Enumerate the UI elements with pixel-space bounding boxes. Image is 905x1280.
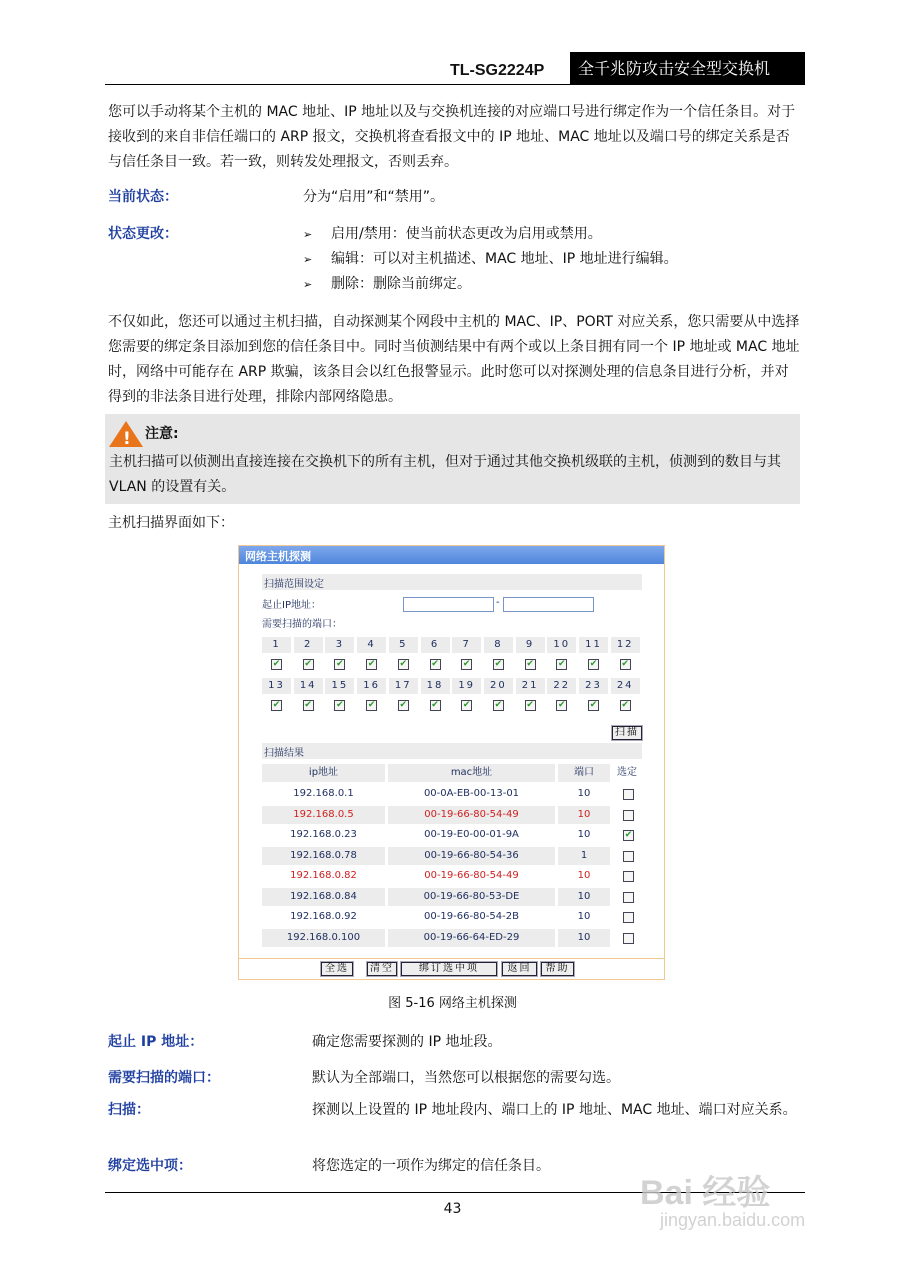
host-scan-panel — [238, 545, 665, 980]
port-number-label: 15 — [325, 678, 354, 694]
port-checkbox[interactable]: ✔ — [526, 659, 534, 669]
port-number-label: 8 — [484, 637, 513, 653]
mac-cell: 00-19-66-80-54-49 — [424, 870, 519, 881]
port-checkbox[interactable]: ✔ — [399, 659, 408, 669]
button-divider — [239, 958, 664, 959]
back-button[interactable]: 返回 — [502, 962, 537, 976]
port-number-label: 17 — [389, 678, 418, 694]
port-checkbox[interactable]: ✔ — [462, 659, 471, 669]
current-status-label: 当前状态： — [108, 189, 178, 205]
port-checkbox[interactable]: ✔ — [367, 700, 376, 710]
port-checkbox[interactable]: ✔ — [589, 700, 598, 710]
port-cell: 10 — [577, 870, 591, 881]
table-row — [262, 785, 642, 803]
definition-label: 扫描： — [108, 1102, 150, 1118]
ip-range-dash: - — [496, 597, 500, 608]
scan-button[interactable]: 扫描 — [612, 726, 642, 740]
status-change-label: 状态更改： — [108, 226, 178, 242]
current-status-text: 分为“启用”和“禁用”。 — [303, 189, 445, 205]
port-checkbox[interactable]: ✔ — [336, 700, 344, 710]
table-row — [262, 929, 642, 947]
port-cell: 10 — [558, 929, 610, 947]
port-number-label: 1 — [262, 637, 291, 653]
port-cell: 10 — [577, 788, 591, 799]
port-checkbox[interactable]: ✔ — [558, 700, 566, 710]
port-checkbox[interactable]: ✔ — [304, 659, 312, 669]
table-row — [262, 908, 642, 926]
port-number-label: 6 — [421, 637, 450, 653]
header-model: TL-SG2224P — [450, 62, 545, 79]
port-checkbox[interactable]: ✔ — [462, 700, 471, 710]
port-checkbox[interactable]: ✔ — [431, 700, 439, 710]
col-select: 选定 — [617, 767, 637, 778]
scan-paragraph: 不仅如此，您还可以通过主机扫描，自动探测某个网段中主机的 MAC、IP、PORT 对应关系，您只需要从中选择您需要的绑定条目添加到您的信任条目中。同时当侦测结果中有两个或以上条目拥有同一个 IP 地址或 MAC 地址时，网络中可能存在 ARP 欺骗，该条目会以红色报警显示。此时您可以对探测处理的信息条目进行分析，并对得到的非法条目进行处理，排除内部网络隐患。 — [108, 314, 800, 405]
port-number-label: 12 — [611, 637, 640, 653]
note-box — [105, 414, 800, 504]
select-all-button[interactable]: 全选 — [321, 962, 353, 976]
port-checkbox[interactable]: ✔ — [304, 700, 312, 710]
intro-paragraph: 您可以手动将某个主机的 MAC 地址、IP 地址以及与交换机连接的对应端口号进行绑定作为一个信任条目。对于接收到的来自非信任端口的 ARP 报文，交换机将查看报文中的 IP 地址、MAC 地址以及端口号的绑定关系是否与信任条目一致。若一致，则转发处理报文，否则丢弃。 — [108, 104, 796, 170]
port-cell: 1 — [558, 847, 610, 865]
port-checkbox[interactable]: ✔ — [399, 700, 408, 710]
port-number-label: 23 — [579, 678, 608, 694]
table-row — [262, 867, 642, 885]
ip-cell: 192.168.0.23 — [290, 829, 357, 840]
port-checkbox[interactable]: ✔ — [589, 659, 598, 669]
watermark-logo: Bai 经验 — [640, 1174, 771, 1212]
mac-cell: 00-19-E0-00-01-9A — [424, 829, 519, 840]
port-number-label: 19 — [452, 678, 481, 694]
mac-cell: 00-19-66-80-53-DE — [388, 888, 555, 906]
port-number-label: 20 — [484, 678, 513, 694]
col-port: 端口 — [558, 764, 610, 782]
port-number-label: 22 — [547, 678, 576, 694]
port-number-label: 3 — [325, 637, 354, 653]
row-select-checkbox[interactable] — [623, 892, 634, 903]
bind-selected-button[interactable]: 绑订选中项 — [401, 962, 497, 976]
port-cell: 10 — [558, 888, 610, 906]
col-mac: mac地址 — [388, 764, 555, 782]
port-checkbox[interactable]: ✔ — [494, 659, 503, 669]
port-checkbox[interactable]: ✔ — [494, 700, 503, 710]
port-checkbox[interactable]: ✔ — [431, 659, 439, 669]
port-checkbox[interactable]: ✔ — [272, 700, 281, 710]
row-select-checkbox[interactable] — [623, 912, 634, 923]
port-checkbox[interactable]: ✔ — [272, 659, 281, 669]
port-number-label: 7 — [452, 637, 481, 653]
table-row — [262, 888, 642, 906]
table-row — [262, 847, 642, 865]
port-cell: 10 — [577, 911, 591, 922]
port-number-label: 14 — [294, 678, 323, 694]
warning-icon: ! — [109, 421, 143, 447]
status-change-list — [303, 222, 678, 297]
list-item: ➢ 编辑：可以对主机描述、MAC 地址、IP 地址进行编辑。 — [303, 247, 678, 272]
table-header — [262, 764, 642, 782]
note-title: 注意: — [145, 426, 179, 442]
end-ip-input[interactable] — [503, 597, 594, 612]
port-number-label: 21 — [516, 678, 545, 694]
port-number-label: 5 — [389, 637, 418, 653]
figure-caption: 图 5-16 网络主机探测 — [388, 996, 517, 1011]
port-number-label: 9 — [516, 637, 545, 653]
results-heading: 扫描结果 — [262, 743, 642, 759]
mac-cell: 00-19-66-80-54-2B — [424, 911, 519, 922]
port-cell: 10 — [577, 829, 591, 840]
row-select-checkbox[interactable]: ✔ — [624, 830, 633, 840]
mac-cell: 00-19-66-64-ED-29 — [388, 929, 555, 947]
definition-text: 将您选定的一项作为绑定的信任条目。 — [312, 1158, 550, 1174]
port-number-label: 16 — [357, 678, 386, 694]
port-number-label: 18 — [421, 678, 450, 694]
row-select-checkbox[interactable] — [623, 933, 634, 944]
table-row — [262, 826, 642, 844]
port-checkbox[interactable]: ✔ — [621, 700, 629, 710]
ports-label: 需要扫描的端口： — [262, 619, 342, 630]
port-number-label: 11 — [579, 637, 608, 653]
scan-range-heading: 扫描范围设定 — [262, 574, 642, 590]
port-number-label: 10 — [547, 637, 576, 653]
definition-text: 探测以上设置的 IP 地址段内、端口上的 IP 地址、MAC 地址、端口对应关系。 — [312, 1102, 797, 1118]
clear-button[interactable]: 清空 — [367, 962, 397, 976]
port-number-label: 13 — [262, 678, 291, 694]
definition-label: 需要扫描的端口： — [108, 1070, 220, 1086]
port-cell: 10 — [558, 806, 610, 824]
definition-text: 确定您需要探测的 IP 地址段。 — [312, 1034, 502, 1050]
definition-label: 起止 IP 地址： — [108, 1034, 204, 1050]
port-checkbox[interactable]: ✔ — [621, 659, 629, 669]
ip-cell: 192.168.0.5 — [262, 806, 385, 824]
panel-title: 网络主机探测 — [239, 546, 664, 564]
ip-cell: 192.168.0.92 — [290, 911, 357, 922]
ip-cell: 192.168.0.1 — [293, 788, 354, 799]
ip-cell: 192.168.0.100 — [262, 929, 385, 947]
ip-cell: 192.168.0.84 — [262, 888, 385, 906]
row-select-checkbox[interactable] — [623, 789, 634, 800]
note-text: 主机扫描可以侦测出直接连接在交换机下的所有主机，但对于通过其他交换机级联的主机，侦测到的数目与其 VLAN 的设置有关。 — [109, 454, 781, 495]
header-divider — [105, 84, 805, 85]
watermark-url: jingyan.baidu.com — [660, 1210, 806, 1230]
page-number: 43 — [443, 1201, 462, 1217]
help-button[interactable]: 帮助 — [541, 962, 574, 976]
row-select-checkbox[interactable] — [623, 810, 634, 821]
col-ip: ip地址 — [262, 764, 385, 782]
start-ip-input[interactable] — [403, 597, 494, 612]
definition-label: 绑定选中项： — [108, 1158, 192, 1174]
table-row — [262, 806, 642, 824]
port-checkbox[interactable]: ✔ — [558, 659, 566, 669]
mac-cell: 00-0A-EB-00-13-01 — [423, 788, 520, 799]
port-checkbox[interactable]: ✔ — [367, 659, 376, 669]
ip-cell: 192.168.0.82 — [290, 870, 357, 881]
list-item: ➢ 删除：删除当前绑定。 — [303, 272, 678, 297]
header-product: 全千兆防攻击安全型交换机 — [570, 52, 805, 84]
row-select-checkbox[interactable] — [623, 871, 634, 882]
port-number-label: 2 — [294, 637, 323, 653]
definition-text: 默认为全部端口，当然您可以根据您的需要勾选。 — [312, 1070, 620, 1086]
port-number-label: 24 — [611, 678, 640, 694]
mac-cell: 00-19-66-80-54-49 — [388, 806, 555, 824]
ip-range-label: 起止IP地址： — [262, 600, 321, 611]
row-select-checkbox[interactable] — [623, 851, 634, 862]
ip-cell: 192.168.0.78 — [262, 847, 385, 865]
port-checkbox[interactable]: ✔ — [526, 700, 534, 710]
port-number-label: 4 — [357, 637, 386, 653]
port-checkbox[interactable]: ✔ — [336, 659, 344, 669]
mac-cell: 00-19-66-80-54-36 — [388, 847, 555, 865]
list-item: ➢ 启用/禁用：使当前状态更改为启用或禁用。 — [303, 222, 678, 247]
figure-intro: 主机扫描界面如下： — [108, 515, 234, 531]
